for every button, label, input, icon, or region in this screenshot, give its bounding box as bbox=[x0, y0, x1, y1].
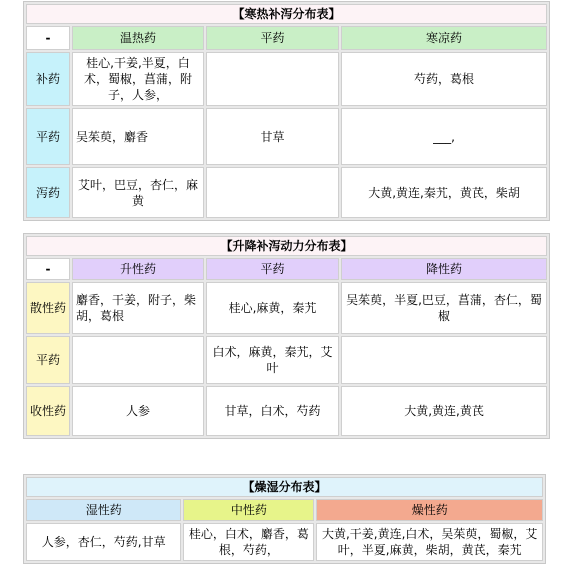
table-caption: 【寒热补泻分布表】 bbox=[26, 4, 547, 24]
table-cell: 人参 bbox=[72, 386, 204, 436]
column-header: 平药 bbox=[206, 258, 339, 280]
corner-cell: - bbox=[26, 258, 70, 280]
cold-heat-table bbox=[23, 1, 550, 221]
table-cell: 大黄,干姜,黄连,白术，吴茱萸，蜀椒，艾叶，半夏,麻黄，柴胡，黄芪，秦艽 bbox=[316, 523, 543, 561]
column-header: 温热药 bbox=[72, 26, 204, 50]
table-caption: 【升降补泻动力分布表】 bbox=[26, 236, 547, 256]
column-header: 燥性药 bbox=[316, 499, 543, 521]
row-header: 补药 bbox=[26, 52, 70, 106]
table-cell: 桂心，白术，麝香，葛根，芍药， bbox=[183, 523, 314, 561]
column-header: 降性药 bbox=[341, 258, 547, 280]
column-header: 平药 bbox=[206, 26, 339, 50]
column-header: 中性药 bbox=[183, 499, 314, 521]
table-cell bbox=[341, 336, 547, 384]
table-cell: 大黄,黄连,秦艽，黄芪，柴胡 bbox=[341, 167, 547, 218]
table-cell bbox=[72, 336, 204, 384]
ascend-descend-table bbox=[23, 233, 550, 439]
table-cell: 桂心,麻黄，秦艽 bbox=[206, 282, 339, 334]
row-header: 泻药 bbox=[26, 167, 70, 218]
table-cell: 甘草 bbox=[206, 108, 339, 165]
table-cell: 桂心,干姜,半夏，白术，蜀椒，菖蒲，附子，人参， bbox=[72, 52, 204, 106]
table-cell: 大黄,黄连,黄芪 bbox=[341, 386, 547, 436]
table-cell bbox=[206, 52, 339, 106]
row-header: 散性药 bbox=[26, 282, 70, 334]
table-caption: 【燥湿分布表】 bbox=[26, 477, 543, 497]
table-cell: ___, bbox=[341, 108, 547, 165]
table-cell: 麝香，干姜，附子，柴胡，葛根 bbox=[72, 282, 204, 334]
corner-cell: - bbox=[26, 26, 70, 50]
table-cell: 吴茱萸，半夏,巴豆，菖蒲，杏仁，蜀椒 bbox=[341, 282, 547, 334]
table-cell bbox=[206, 167, 339, 218]
column-header: 湿性药 bbox=[26, 499, 181, 521]
row-header: 平药 bbox=[26, 336, 70, 384]
column-header: 寒凉药 bbox=[341, 26, 547, 50]
table-cell: 甘草，白术，芍药 bbox=[206, 386, 339, 436]
column-header: 升性药 bbox=[72, 258, 204, 280]
table-cell: 白术，麻黄，秦艽，艾叶 bbox=[206, 336, 339, 384]
row-header: 平药 bbox=[26, 108, 70, 165]
table-cell: 吴茱萸，麝香 bbox=[72, 108, 204, 165]
dry-damp-table bbox=[23, 474, 546, 564]
table-cell: 艾叶，巴豆，杏仁，麻黄 bbox=[72, 167, 204, 218]
row-header: 收性药 bbox=[26, 386, 70, 436]
table-cell: 人参，杏仁，芍药,甘草 bbox=[26, 523, 181, 561]
table-cell: 芍药，葛根 bbox=[341, 52, 547, 106]
